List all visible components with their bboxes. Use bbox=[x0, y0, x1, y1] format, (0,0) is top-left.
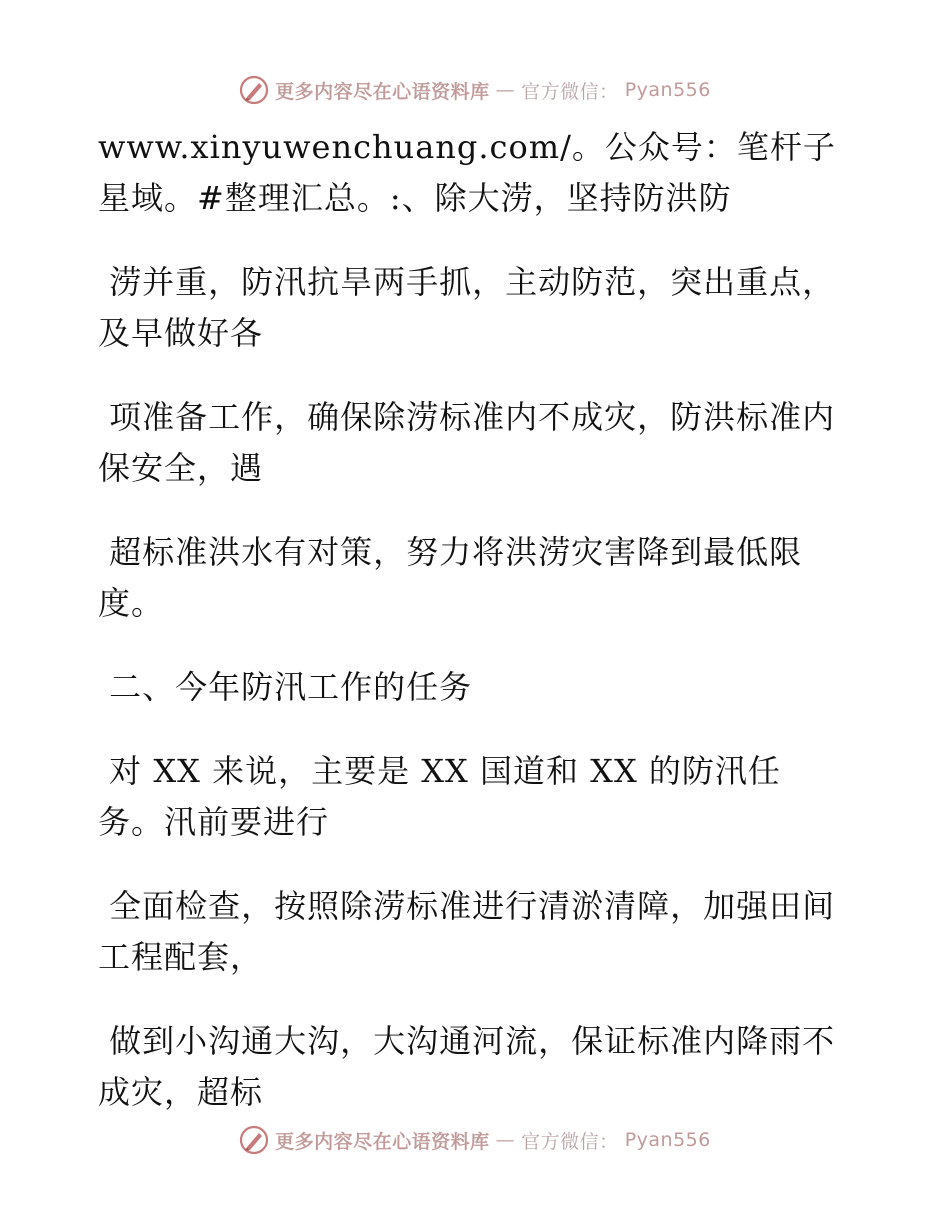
quill-pen-seal-icon bbox=[239, 75, 269, 105]
paragraph-1: www.xinyuwenchuang.com/。公众号：笔杆子星域。#整理汇总。:、除大涝，坚持防洪防 bbox=[98, 128, 836, 217]
watermark-wechat-id: Pyan556 bbox=[624, 79, 711, 101]
watermark-wechat-label: 官方微信： bbox=[521, 1130, 619, 1153]
document-body bbox=[98, 122, 838, 1151]
paragraph-5: 对 XX 来说，主要是 XX 国道和 XX 的防汛任务。汛前要进行 bbox=[98, 752, 781, 841]
watermark-separator: — bbox=[495, 1129, 516, 1151]
watermark-wechat-label: 官方微信： bbox=[521, 80, 619, 103]
watermark-separator: — bbox=[495, 79, 516, 101]
section-heading: 二、今年防汛工作的任务 bbox=[98, 668, 473, 706]
paragraph-3: 项准备工作，确保除涝标准内不成灾，防洪标准内保安全，遇 bbox=[98, 398, 836, 487]
header-watermark bbox=[0, 70, 950, 110]
paragraph-7: 做到小沟通大沟，大沟通河流，保证标准内降雨不成灾，超标 bbox=[98, 1022, 836, 1111]
watermark-wechat-id: Pyan556 bbox=[624, 1129, 711, 1151]
quill-pen-seal-icon bbox=[239, 1125, 269, 1155]
paragraph-6: 全面检查，按照除涝标准进行清淤清障，加强田间工程配套， bbox=[98, 887, 836, 976]
watermark-site-name: 更多内容尽在心语资料库 bbox=[275, 1130, 490, 1153]
watermark-site-name: 更多内容尽在心语资料库 bbox=[275, 80, 490, 103]
paragraph-2: 涝并重，防汛抗旱两手抓，主动防范，突出重点，及早做好各 bbox=[98, 263, 836, 352]
paragraph-4: 超标准洪水有对策，努力将洪涝灾害降到最低限度。 bbox=[98, 533, 803, 622]
footer-watermark bbox=[0, 1120, 950, 1160]
